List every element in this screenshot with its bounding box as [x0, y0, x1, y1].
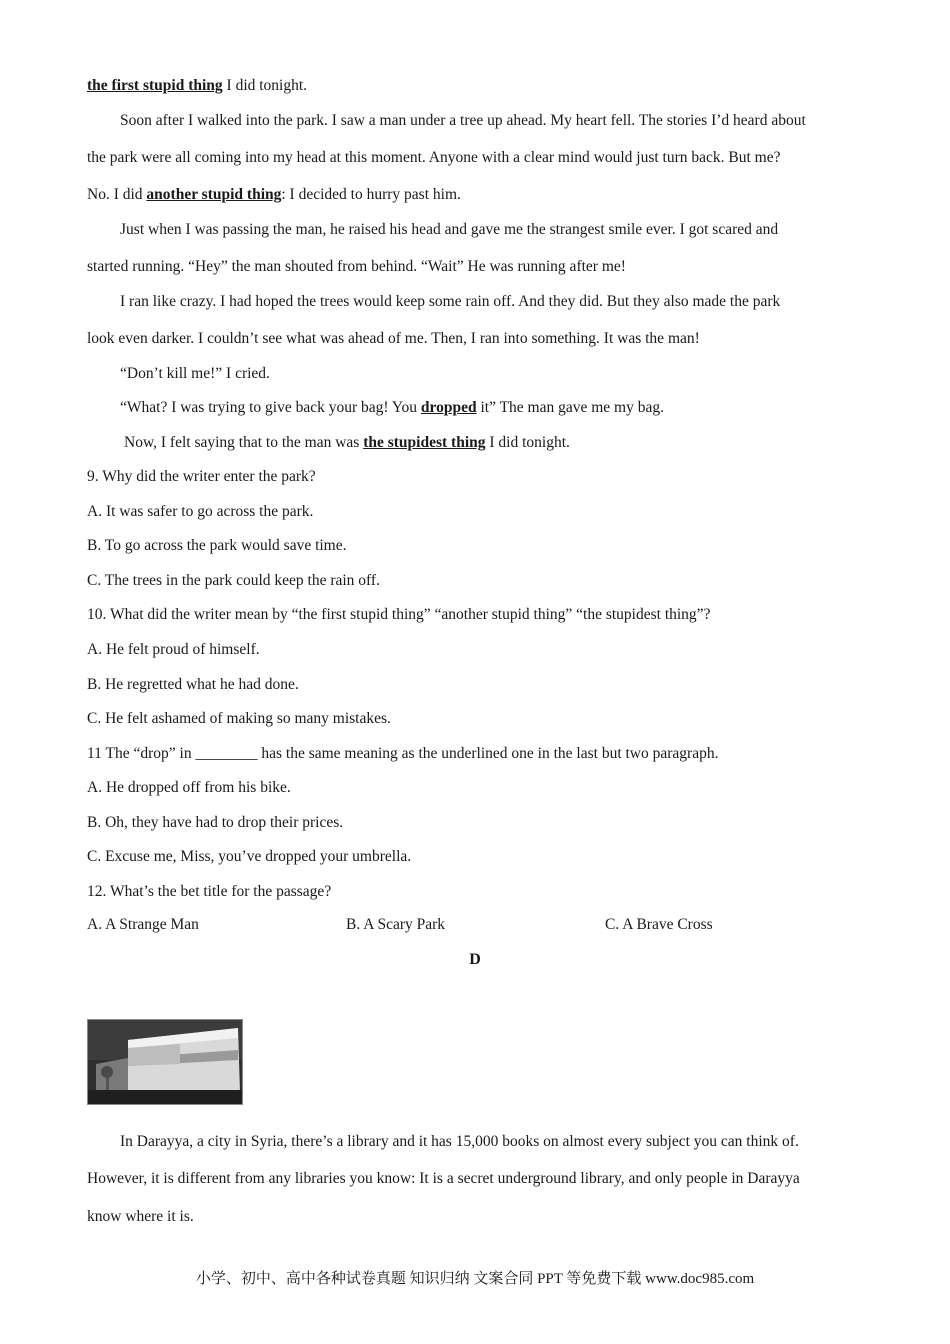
page-footer: 小学、初中、高中各种试卷真题 知识归纳 文案合同 PPT 等免费下载 www.doc985.com [195, 1271, 755, 1287]
section-heading: D [469, 951, 481, 968]
passage-line: “Don’t kill me!” I cried. [120, 365, 270, 382]
underlined-phrase: the stupidest thing [363, 434, 486, 451]
library-building-photo [87, 1019, 243, 1105]
passage-line: the park were all coming into my head at this moment. Anyone with a clear mind would just turn back. But me? [87, 149, 781, 166]
passage-line [87, 76, 307, 96]
passage-line: Just when I was passing the man, he raised his head and gave me the strangest smile ever. I got scared and [120, 221, 779, 238]
option-9a: A. It was safer to go across the park. [87, 503, 314, 520]
option-11a: A. He dropped off from his bike. [87, 779, 291, 796]
option-9c: C. The trees in the park could keep the rain off. [87, 572, 380, 589]
question-12: 12. What’s the bet title for the passage? [87, 883, 332, 900]
text: it” The man gave me my bag. [476, 399, 664, 416]
passage-line: started running. “Hey” the man shouted from behind. “Wait” He was running after me! [87, 258, 626, 275]
passage-line [124, 433, 570, 453]
paragraph-line: know where it is. [87, 1208, 194, 1225]
text: I did tonight. [485, 434, 570, 451]
option-10c: C. He felt ashamed of making so many mistakes. [87, 710, 391, 727]
option-9b: B. To go across the park would save time. [87, 537, 347, 554]
option-11b: B. Oh, they have had to drop their prices. [87, 814, 344, 831]
question-10: 10. What did the writer mean by “the first stupid thing” “another stupid thing” “the stupidest thing”? [87, 606, 711, 623]
text: Now, I felt saying that to the man was [124, 434, 364, 451]
building-image [88, 1020, 242, 1104]
passage-line: look even darker. I couldn’t see what was ahead of me. Then, I ran into something. It was the man! [87, 330, 700, 347]
underlined-phrase: another stupid thing [146, 186, 282, 203]
option-10a: A. He felt proud of himself. [87, 641, 260, 658]
text: “What? I was trying to give back your bag! You [120, 399, 421, 416]
passage-line [120, 398, 664, 418]
question-11: 11 The “drop” in ________ has the same meaning as the underlined one in the last but two paragraph. [87, 745, 719, 762]
question-9: 9. Why did the writer enter the park? [87, 468, 316, 485]
option-10b: B. He regretted what he had done. [87, 676, 299, 693]
underlined-phrase: the first stupid thing [87, 77, 223, 94]
option-11c: C. Excuse me, Miss, you’ve dropped your umbrella. [87, 848, 412, 865]
passage-line: I ran like crazy. I had hoped the trees would keep some rain off. And they did. But they also made the park [120, 293, 781, 310]
option-12a: A. A Strange Man [87, 916, 199, 933]
passage-line: Soon after I walked into the park. I saw a man under a tree up ahead. My heart fell. The stories I’d heard about [120, 112, 806, 129]
paragraph-line: In Darayya, a city in Syria, there’s a library and it has 15,000 books on almost every subject you can think of. [120, 1133, 799, 1150]
paragraph-line: However, it is different from any libraries you know: It is a secret underground library, and only people in Darayya [87, 1170, 800, 1187]
option-12c: C. A Brave Cross [605, 916, 713, 933]
underlined-phrase: dropped [420, 399, 477, 416]
text: I did tonight. [222, 77, 308, 94]
text: : I decided to hurry past him. [281, 186, 461, 203]
text: No. I did [87, 186, 147, 203]
option-12b: B. A Scary Park [346, 916, 446, 933]
passage-line [87, 185, 461, 205]
